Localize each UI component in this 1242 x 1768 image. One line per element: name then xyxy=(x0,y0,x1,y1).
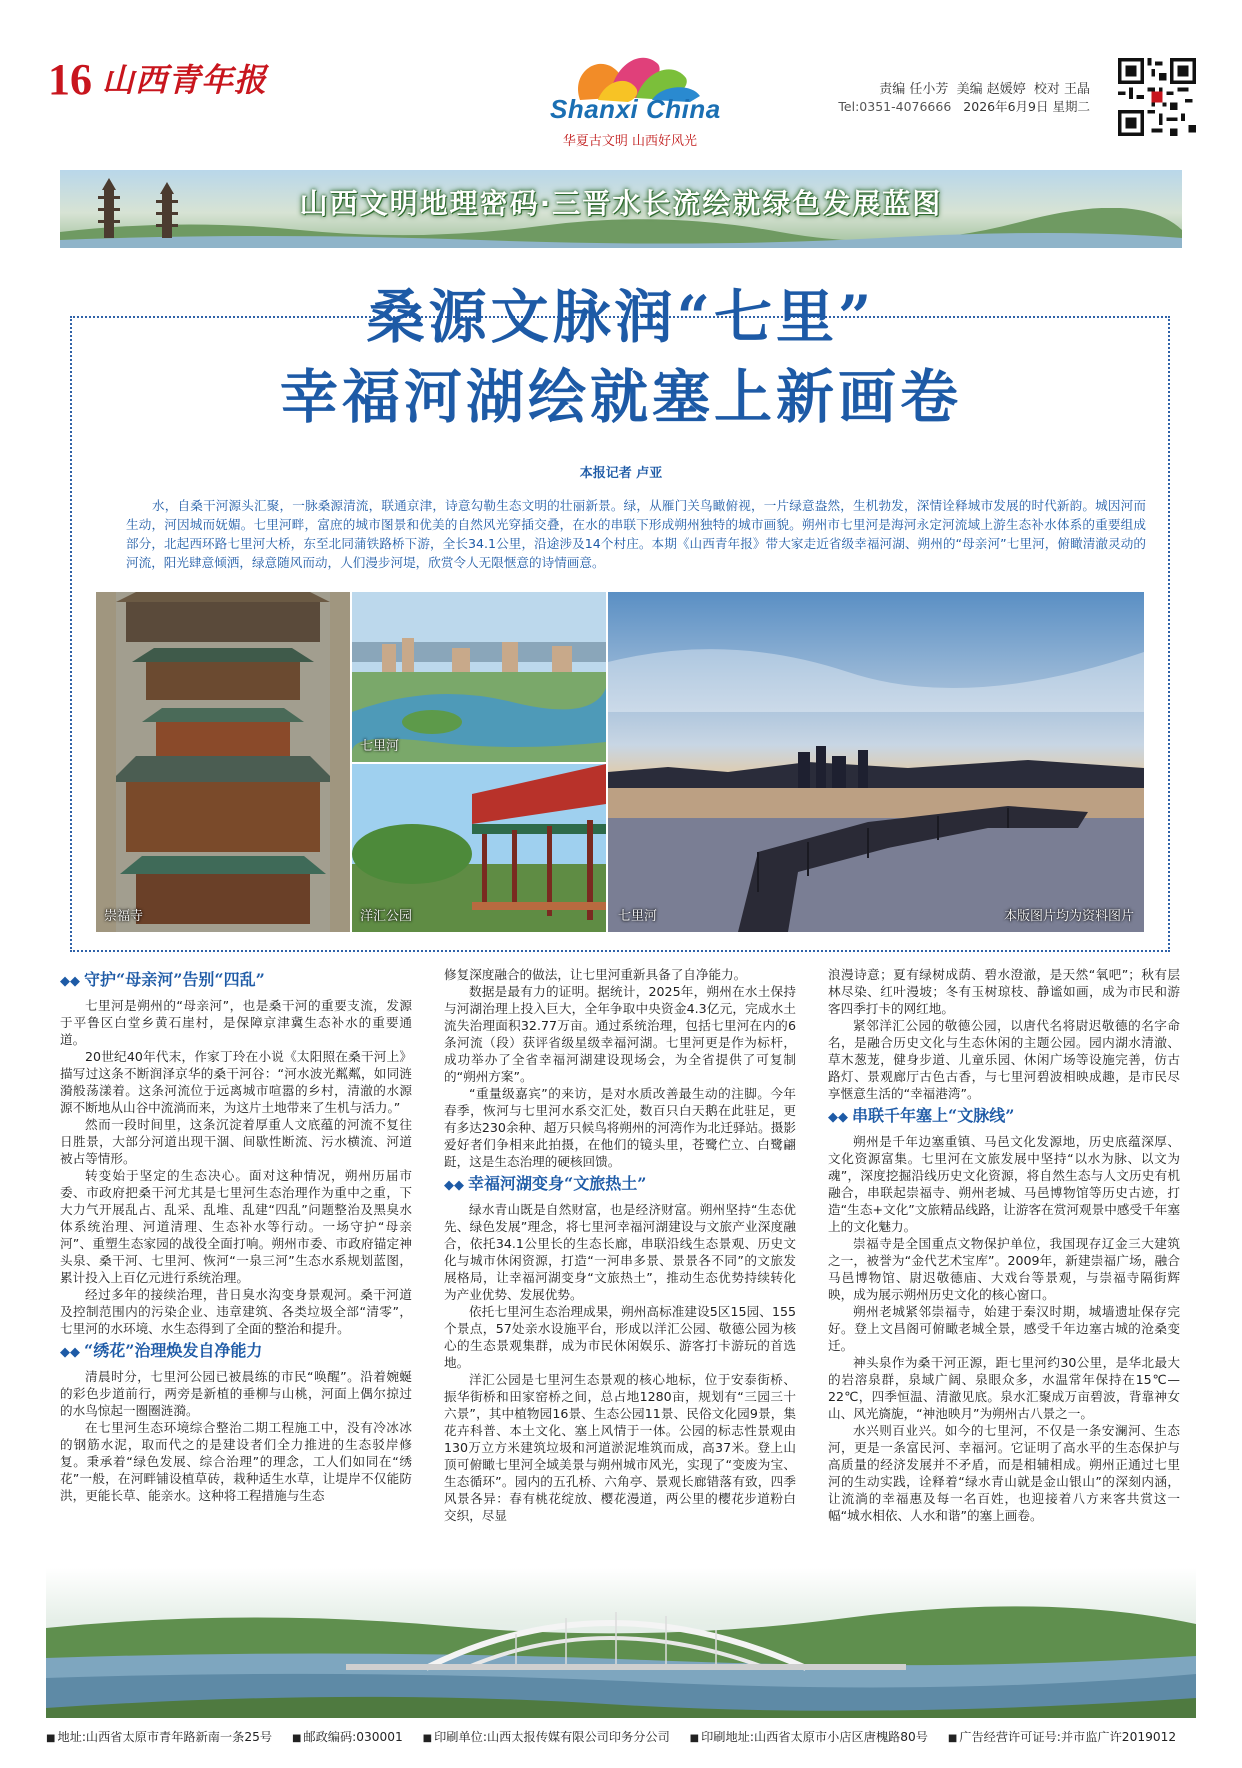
proofreader: 校对 王晶 xyxy=(1033,82,1090,97)
footer-license: ■ 广告经营许可证号:并市监广许2019012 xyxy=(948,1730,1176,1744)
temple-photo xyxy=(96,592,350,932)
headline-line-1: 桑源文脉润“七里” xyxy=(366,283,876,351)
paragraph: 紧邻洋汇公园的敬德公园，以唐代名将尉迟敬德的名字命名，是融合历史文化与生态休闲的主题公园。园内湖水清澈、草木葱茏，健身步道、儿童乐园、休闲广场等设施完善，仿古路灯、景观廊厅古色古香，与七里河碧波相映成趣，是市民尽享惬意生活的“幸福港湾”。 xyxy=(828,1018,1180,1101)
logo-text: Shanxi China xyxy=(550,94,721,124)
paragraph: 清晨时分，七里河公园已被晨练的市民“唤醒”。沿着婉蜒的彩色步道前行，两旁是新植的垂柳与山桃，河面上偶尔掠过的水鸟惊起一圈圈涟漪。 xyxy=(60,1369,412,1418)
logo-swirl-icon xyxy=(540,42,720,102)
river-aerial-photo xyxy=(352,592,606,762)
issue-date: 2026年6月9日 星期二 xyxy=(963,99,1090,114)
page-number: 16 xyxy=(48,55,92,104)
paragraph: 水兴则百业兴。如今的七里河，不仅是一条安澜河、生态河，更是一条富民河、幸福河。它证明了高水平的生态保护与高质量的经济发展并不矛盾，而是相辅相成。朔州正通过七里河的生动实践，诠释着“绿水青山就是金山银山”的深刻内涵，让流淌的幸福惠及每一名百姓，也迎接着八方来客共赏这一幅“城水相依、人水和谐”的塞上画卷。 xyxy=(828,1423,1180,1523)
paragraph: 在七里河生态环境综合整治二期工程施工中，没有冷冰冰的钢筋水泥，取而代之的是建设者们全力推进的生态驳岸修复。秉承着“绿色发展、综合治理”的理念，工人们如同在“绣花”一般，在河畔铺设植草砖，栽种适生水草，让堤岸不仅能防洪，更能长草、能亲水。这种将工程措施与生态 xyxy=(60,1420,412,1503)
diamond-icon: ◆◆ xyxy=(444,1178,464,1193)
section-heading: ◆◆ “绣花”治理焕发自净能力 xyxy=(60,1341,263,1360)
section-heading: ◆◆ 守护“母亲河”告别“四乱” xyxy=(60,970,265,989)
headline-line-2: 幸福河湖绘就塞上新画卷 xyxy=(279,363,962,431)
newspaper-name: 山西青年报 xyxy=(102,61,268,99)
paragraph: 朔州老城紧邻崇福寺，始建于秦汉时期，城墙遗址保存完好。登上文昌阁可俯瞰老城全景，感受千年边塞古城的沧桑变迁。 xyxy=(828,1304,1180,1353)
caption-temple: 崇福寺 xyxy=(104,909,144,924)
article-column-3 xyxy=(828,966,1180,1524)
footer-address: ■ 地址:山西省太原市青年路新南一条25号 xyxy=(46,1730,272,1744)
paragraph: 20世纪40年代末，作家丁玲在小说《太阳照在桑干河上》描写过这条不断润泽京华的桑干河谷：“河水波光粼粼，如同涟漪般荡漾着。这条河流位于远离城市喧嚣的乡村，清澈的水源源不断地从山谷中流淌而来，为这片土地带来了生机与活力。” xyxy=(60,1049,412,1115)
editor-in-charge: 责编 任小芳 xyxy=(879,82,949,97)
paragraph: 经过多年的接续治理，昔日臭水沟变身景观河。桑干河道及控制范围内的污染企业、违章建筑、各类垃圾全部“清零”，七里河的水环境、水生态得到了全面的整治和提升。 xyxy=(60,1287,412,1336)
river-bridge-panorama xyxy=(46,1568,1196,1718)
banner-title: 山西文明地理密码·三晋水长流绘就绿色发展蓝图 xyxy=(299,187,943,220)
diamond-icon: ◆◆ xyxy=(60,974,80,989)
paragraph: 崇福寺是全国重点文物保护单位，我国现存辽金三大建筑之一，被誉为“金代艺术宝库”。2009年，新建崇福广场，融合马邑博物馆、尉迟敬德庙、大戏台等景观，与崇福寺隔街辉映，成为展示朔州历史文化的核心窗口。 xyxy=(828,1236,1180,1302)
logo-slogan: 华夏古文明 山西好风光 xyxy=(562,134,698,149)
paragraph: 朔州是千年边塞重镇、马邑文化发源地，历史底蕴深厚、文化资源富集。七里河在文旅发展中坚持“以水为脉、以文为魂”，深度挖掘沿线历史文化资源，将自然生态与人文历史有机融合，串联起崇福寺、朔州老城、马邑博物馆等历史古迹，打造“生态+文化”文旅精品线路，让游客在赏河观景中感受千年塞上的文化魅力。 xyxy=(828,1134,1180,1234)
imprint-footer xyxy=(46,1728,1196,1745)
telephone: Tel:0351-4076666 xyxy=(838,99,952,114)
paragraph: “重量级嘉宾”的来访，是对水质改善最生动的注脚。今年春季，恢河与七里河水系交汇处，数百只白天鹅在此驻足，更有多达230余种、超万只候鸟将朔州的河湾作为北迁驿站。摄影爱好者们争相来此拍摄，在他们的镜头里，苍鹭伫立、白鹭翩跹，这是生态治理的硬核回馈。 xyxy=(444,1086,796,1169)
section-heading: ◆◆ 串联千年塞上“文脉线” xyxy=(828,1106,1015,1125)
shanxi-china-logo xyxy=(540,42,720,152)
paragraph: 七里河是朔州的“母亲河”，也是桑干河的重要支流，发源于平鲁区白堂乡黄石崖村，是保障京津冀生态补水的重要通道。 xyxy=(60,998,412,1047)
editor-credits xyxy=(875,78,1090,97)
paragraph: 然而一段时间里，这条沉淀着厚重人文底蕴的河流不复往日胜景，大部分河道出现干涸、间歇性断流、污水横流、河道被占等情形。 xyxy=(60,1117,412,1166)
footer-print-address: ■ 印刷地址:山西省太原市小店区唐槐路80号 xyxy=(690,1730,928,1744)
contact-date-line xyxy=(838,97,1090,115)
byline: 本报记者 卢亚 xyxy=(579,466,663,481)
section-heading: ◆◆ 幸福河湖变身“文旅热土” xyxy=(444,1174,647,1193)
paragraph: 转变始于坚定的生态决心。面对这种情况，朔州历届市委、市政府把桑干河尤其是七里河生态治理作为重中之重，下大力气开展乱占、乱采、乱堆、乱建“四乱”问题整治及黑臭水体系统治理、河道清理、生态补水等行动。一场守护“母亲河”、重塑生态家园的战役全面打响。朔州市委、市政府锚定神头泉、桑干河、七里河、恢河“一泉三河”生态水系规划蓝图，累计投入上百亿元进行系统治理。 xyxy=(60,1168,412,1285)
caption-sunset: 七里河 xyxy=(618,909,658,924)
photo-credit: 本版图片均为资料图片 xyxy=(1003,909,1134,924)
paragraph: 依托七里河生态治理成果，朔州高标准建设5区15园、155个景点，57处亲水设施平台，形成以洋汇公园、敬德公园为核心的生态景观集群，成为市民休闲娱乐、游客打卡游玩的首选地。 xyxy=(444,1304,796,1370)
paragraph: 神头泉作为桑干河正源，距七里河约30公里，是华北最大的岩溶泉群，泉域广阔、泉眼众多，水温常年保持在15℃—22℃，四季恒温、清澈见底。泉水汇聚成万亩碧波，背靠神女山、风光旖旎，“神池映月”为朔州古八景之一。 xyxy=(828,1355,1180,1421)
series-banner xyxy=(60,170,1182,248)
art-editor: 美编 赵媛婷 xyxy=(956,82,1026,97)
qr-code-icon[interactable] xyxy=(1118,58,1196,136)
diamond-icon: ◆◆ xyxy=(60,1345,80,1360)
caption-park: 洋汇公园 xyxy=(360,909,413,924)
article-column-1 xyxy=(60,966,412,1504)
paragraph: 绿水青山既是自然财富，也是经济财富。朔州坚持“生态优先、绿色发展”理念，将七里河幸福河湖建设与文旅产业深度融合，依托34.1公里长的生态长廊，串联沿线生态景观、历史文化与城市休闲资源，打造“一河串多景、景景各不同”的文旅发展格局，让幸福河湖变身“文旅热土”，推动生态优势持续转化为产业优势、发展优势。 xyxy=(444,1202,796,1302)
paragraph: 浪漫诗意；夏有绿树成荫、碧水澄澈，是天然“氧吧”；秋有层林尽染、红叶漫坡；冬有玉树琼枝、静谧如画，成为市民和游客四季打卡的网红地。 xyxy=(828,967,1180,1016)
paragraph: 洋汇公园是七里河生态景观的核心地标，位于安泰街桥、振华街桥和田家窑桥之间，总占地1280亩，规划有“三园三十六景”，其中植物园16景、生态公园11景、民俗文化园9景，集花卉科普、本土文化、塞上风情于一体。公园的标志性景观由130万立方米建筑垃圾和河道淤泥堆筑而成，高37米。登上山顶可俯瞰七里河全域美景与朔州城市风光，实现了“变废为宝、生态循环”。园内的五孔桥、六角亭、景观长廊错落有致，四季风景各异：春有桃花绽放、樱花漫道，两公里的樱花步道粉白交织，尽显 xyxy=(444,1372,796,1523)
park-corridor-photo xyxy=(352,764,606,932)
paragraph: 修复深度融合的做法，让七里河重新具备了自净能力。 xyxy=(444,967,747,982)
paragraph: 数据是最有力的证明。据统计，2025年，朔州在水土保持与河湖治理上投入巨大，全年争取中央资金4.3亿元，完成水土流失治理面积32.77万亩。通过系统治理，包括七里河在内的6条河流（段）获评省级星级幸福河湖。七里河更是作为标杆，成功举办了全省幸福河湖建设现场会，为全省提供了可复制的“朔州方案”。 xyxy=(444,984,796,1084)
footer-postcode: ■ 邮政编码:030001 xyxy=(292,1730,403,1744)
diamond-icon: ◆◆ xyxy=(828,1110,848,1125)
caption-river: 七里河 xyxy=(360,739,400,754)
lead-paragraph: 水，自桑干河源头汇聚，一脉桑源清流，联通京津，诗意勾勒生态文明的壮丽新景。绿，从雁门关鸟瞰俯视，一片绿意盎然，生机勃发，深情诠释城市发展的时代新韵。城因河而生动，河因城而妩媚。七里河畔，富庶的城市图景和优美的自然风光穿插交叠，在水的串联下形成朔州独特的城市画貌。朔州市七里河是海河永定河流域上游生态补水体系的重要组成部分，北起西环路七里河大桥，东至北同蒲铁路桥下游，全长34.1公里，沿途涉及14个村庄。本期《山西青年报》带大家走近省级幸福河湖、朔州的“母亲河”七里河，俯瞰清澈灵动的河流，阳光肆意倾洒，绿意随风而动，人们漫步河堤，欣赏令人无限惬意的诗情画意。 xyxy=(126,498,1146,570)
footer-printer: ■ 印刷单位:山西太报传媒有限公司印务分公司 xyxy=(423,1730,670,1744)
article-column-2 xyxy=(444,966,796,1524)
sunset-boardwalk-photo xyxy=(608,592,1144,932)
